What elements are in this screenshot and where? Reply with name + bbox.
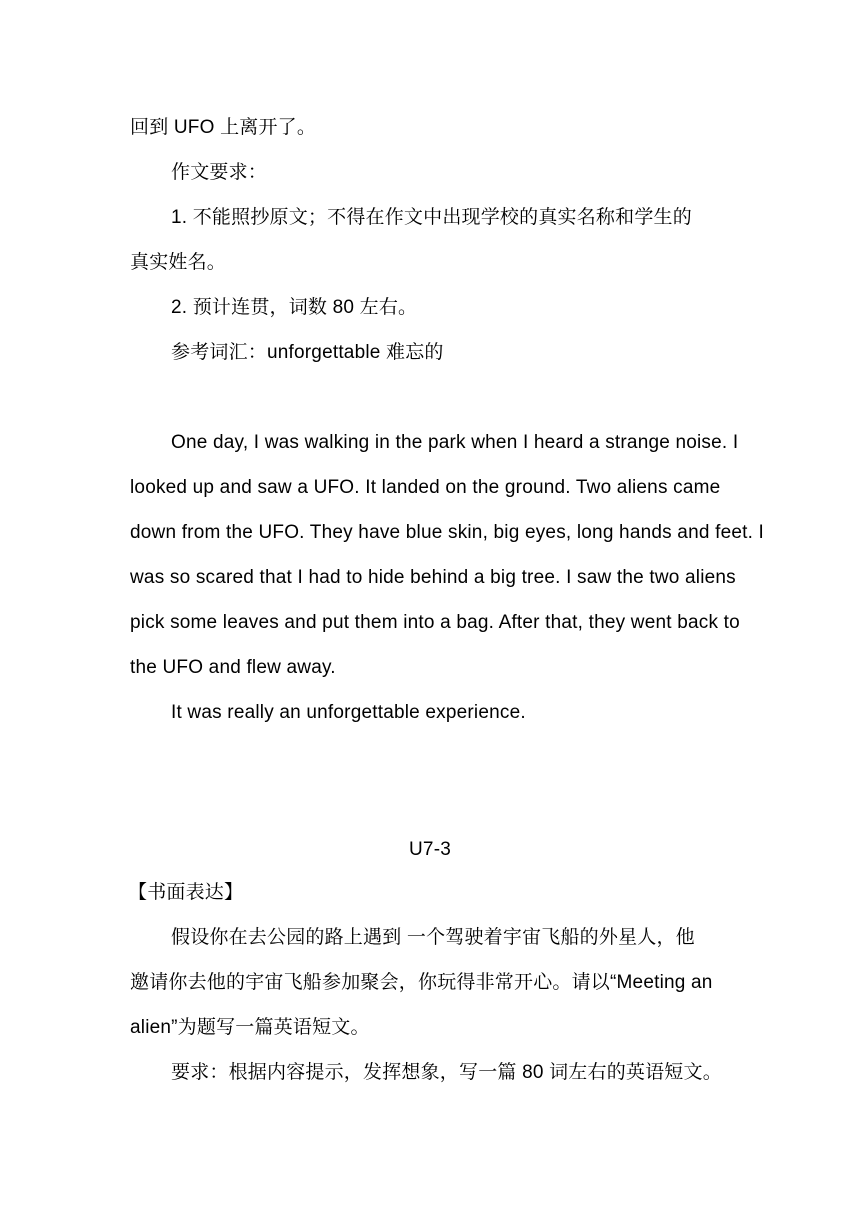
essay-line-4: was so scared that I had to hide behind a big tree. I saw the two aliens (130, 567, 736, 588)
essay-line-1: One day, I was walking in the park when I heard a strange noise. I (171, 432, 739, 453)
writing-requirement: 要求：根据内容提示，发挥想象，写一篇 80 词左右的英语短文。 (171, 1062, 722, 1083)
essay-line-2: looked up and saw a UFO. It landed on the ground. Two aliens came (130, 477, 721, 498)
requirement-1-line-1: 1. 不能照抄原文；不得在作文中出现学校的真实名称和学生的 (171, 207, 692, 228)
essay-line-5: pick some leaves and put them into a bag. After that, they went back to (130, 612, 740, 633)
section-title: U7-3 (409, 839, 451, 860)
vocabulary-note: 参考词汇：unforgettable 难忘的 (171, 342, 444, 363)
prompt-line-3: alien”为题写一篇英语短文。 (130, 1017, 370, 1038)
section-heading: 【书面表达】 (128, 882, 244, 903)
essay-line-3: down from the UFO. They have blue skin, big eyes, long hands and feet. I (130, 522, 765, 543)
requirement-2: 2. 预计连贯，词数 80 左右。 (171, 297, 418, 318)
essay-closing: It was really an unforgettable experience. (171, 702, 526, 723)
prompt-line-1: 假设你在去公园的路上遇到 一个驾驶着宇宙飞船的外星人，他 (171, 927, 695, 948)
essay-line-6: the UFO and flew away. (130, 657, 336, 678)
requirements-heading: 作文要求： (171, 162, 268, 183)
requirement-1-line-2: 真实姓名。 (130, 252, 227, 273)
prompt-line-2: 邀请你去他的宇宙飞船参加聚会，你玩得非常开心。请以“Meeting an (130, 972, 713, 993)
intro-tail-text: 回到 UFO 上离开了。 (130, 117, 317, 138)
